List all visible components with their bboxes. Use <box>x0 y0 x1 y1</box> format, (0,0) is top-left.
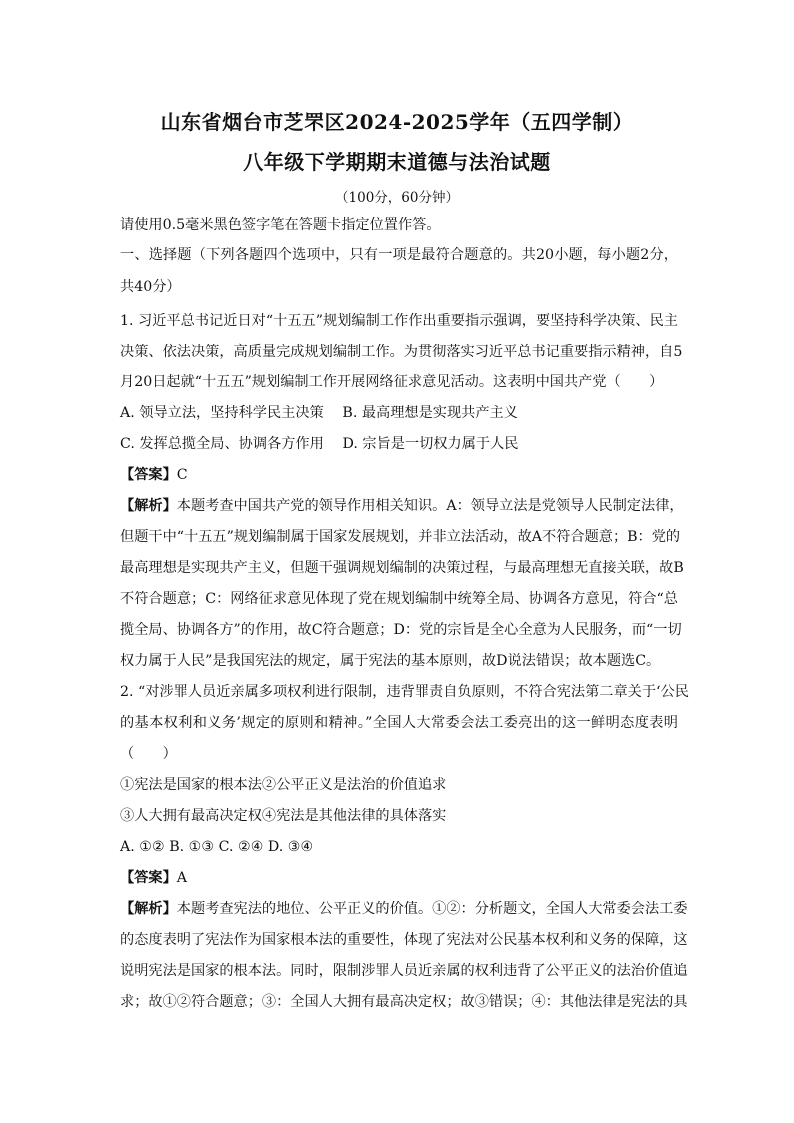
q2-answer <box>120 868 187 888</box>
exam-title: 山东省烟台市芝罘区2024-2025学年（五四学制） <box>160 110 634 134</box>
analysis-label: 【解析】 <box>120 901 177 917</box>
q2-analysis-line: 说明宪法是国家的根本法。同时，限制涉罪人员近亲属的权利违背了公平正义的法治价值追 <box>120 963 688 979</box>
q2-statement-line: ③人大拥有最高决定权④宪法是其他法律的具体落实 <box>120 808 447 824</box>
q2-options-line: A. ①② B. ①③ C. ②④ D. ③④ <box>120 839 314 855</box>
section-heading-line: 共40分） <box>120 279 181 295</box>
q1-stem-line: 1. 习近平总书记近日对“十五五”规划编制工作作出重要指示强调，要坚持科学决策、民主 <box>120 313 678 329</box>
answer-value: C <box>176 467 188 483</box>
analysis-label: 【解析】 <box>120 498 177 514</box>
q2-analysis-line: 求；故①②符合题意；③：全国人大拥有最高决定权；故③错误；④：其他法律是宪法的具 <box>120 994 688 1010</box>
exam-meta: （100分，60分钟） <box>335 190 459 206</box>
answer-value: A <box>176 870 188 886</box>
q1-analysis-line: 不符合题意；C：网络征求意见体现了党在规划编制中统筹全局、协调各方意见，符合“总 <box>120 591 678 607</box>
answer-label: 【答案】 <box>120 870 177 886</box>
q1-analysis-line: 最高理想是实现共产主义，但题干强调规划编制的决策过程，与最高理想无直接关联，故B <box>120 560 684 576</box>
q1-stem-line: 决策、依法决策，高质量完成规划编制工作。为贯彻落实习近平总书记重要指示精神，自5 <box>120 344 683 360</box>
q1-answer <box>120 465 188 485</box>
instructions: 请使用0.5毫米黑色签字笔在答题卡指定位置作答。 <box>120 217 441 233</box>
answer-label: 【答案】 <box>120 467 177 483</box>
q2-stem-line: （ ） <box>120 746 177 762</box>
exam-subtitle: 八年级下学期期末道德与法治试题 <box>243 150 551 174</box>
q1-options-line: C. 发挥总揽全局、协调各方作用 D. 宗旨是一切权力属于人民 <box>120 436 519 452</box>
q2-stem-line: 2. “对涉罪人员近亲属多项权利进行限制，违背罪责自负原则，不符合宪法第二章关于‘公民 <box>120 684 689 700</box>
q2-statement-line: ①宪法是国家的根本法②公平正义是法治的价值追求 <box>120 777 447 793</box>
q1-stem-line: 月20日起就“十五五”规划编制工作开展网络征求意见活动。这表明中国共产党（ ） <box>120 374 664 390</box>
q1-analysis-line <box>120 496 684 516</box>
section-heading-line: 一、选择题（下列各题四个选项中，只有一项是最符合题意的。共20小题，每小题2分， <box>120 247 678 263</box>
q1-analysis-line: 权力属于人民”是我国宪法的规定，属于宪法的基本原则，故D说法错误；故本题选C。 <box>120 653 661 669</box>
q1-analysis-line: 揽全局、协调各方”的作用，故C符合题意；D：党的宗旨是全心全意为人民服务，而“一切 <box>120 622 682 638</box>
q1-analysis-line: 但题干中“十五五”规划编制属于国家发展规划，并非立法活动，故A不符合题意；B：党的 <box>120 529 681 545</box>
q2-analysis-line: 的态度表明了宪法作为国家根本法的重要性，体现了宪法对公民基本权利和义务的保障，这 <box>120 932 688 948</box>
analysis-text: 本题考查中国共产党的领导作用相关知识。A：领导立法是党领导人民制定法律， <box>176 498 684 514</box>
q1-options-line: A. 领导立法，坚持科学民主决策 B. 最高理想是实现共产主义 <box>120 405 518 421</box>
analysis-text: 本题考查宪法的地位、公平正义的价值。①②：分析题文，全国人大常委会法工委 <box>176 901 688 917</box>
q2-stem-line: 的基本权利和义务’规定的原则和精神。”全国人大常委会法工委亮出的这一鲜明态度表明 <box>120 715 678 731</box>
q2-analysis-line <box>120 899 688 919</box>
